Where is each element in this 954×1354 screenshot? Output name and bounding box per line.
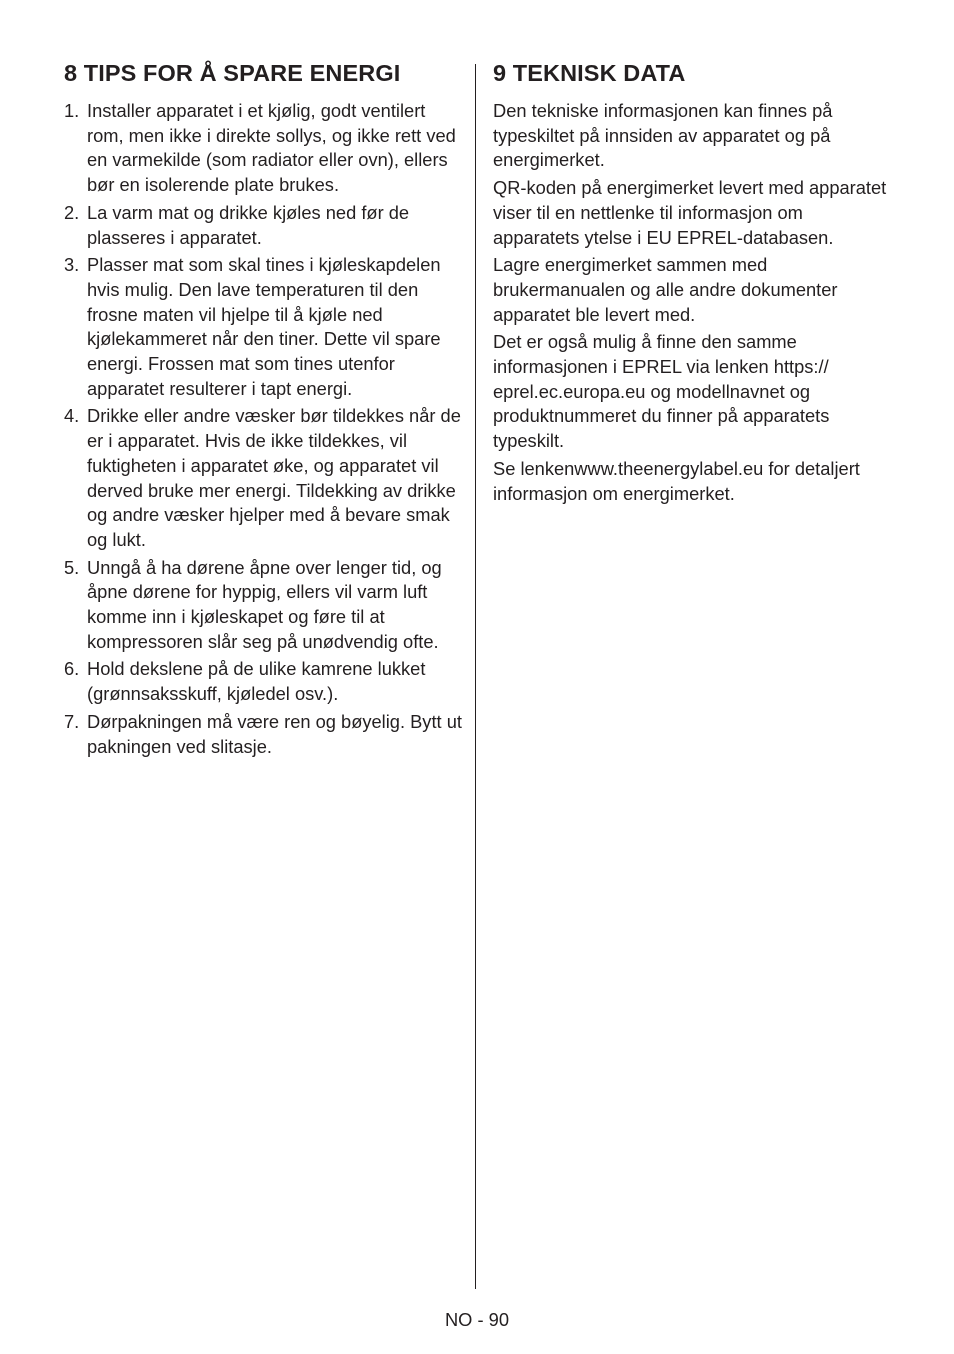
- section-8-column: [64, 58, 464, 762]
- section-8-heading: 8 TIPS FOR Å SPARE ENERGI: [64, 60, 401, 86]
- column-divider: [475, 64, 476, 1289]
- list-item: [64, 404, 464, 552]
- section-9-column: [493, 58, 893, 509]
- list-item-text: La varm mat og drikke kjøles ned før de plasseres i apparatet.: [87, 201, 410, 248]
- list-item-text: Dørpakningen må være ren og bøyelig. Bytt ut pakningen ved slitasje.: [87, 710, 462, 757]
- list-item-number: 3.: [64, 254, 80, 276]
- paragraph: Det er også mulig å finne den samme informasjonen i EPREL via lenken https:// eprel.ec.europa.eu og modellnavnet og produktnummeret du finner på apparatets typeskilt.: [493, 331, 830, 452]
- paragraph: Lagre energimerket sammen med brukermanualen og alle andre dokumenter apparatet ble levert med.: [493, 254, 838, 325]
- list-item: [64, 657, 464, 706]
- list-item-text: Installer apparatet i et kjølig, godt ventilert rom, men ikke i direkte sollys, og ikke rett ved en varmekilde (som radiator eller ovn), ellers bør en isolerende plate brukes.: [87, 100, 456, 196]
- list-item-number: 6.: [64, 658, 80, 680]
- section-9-heading: 9 TEKNISK DATA: [493, 60, 686, 86]
- list-item: [64, 253, 464, 401]
- list-item-number: 1.: [64, 100, 80, 121]
- list-item-number: 5.: [64, 556, 80, 578]
- list-item: [64, 710, 464, 759]
- paragraph: Den tekniske informasjonen kan finnes på typeskiltet på innsiden av apparatet og på energimerket.: [493, 100, 833, 171]
- list-item-text: Drikke eller andre væsker bør tildekkes når de er i apparatet. Hvis de ikke tildekkes, vil fuktigheten i apparatet øke, og apparatet vil derved bruke mer energi. Tildekking av drikke og andre væsker hjelper med å bevare smak og lukt.: [87, 405, 461, 550]
- list-item-text: Plasser mat som skal tines i kjøleskapdelen hvis mulig. Den lave temperaturen til den frosne maten vil hjelpe til å kjøle ned kjølekammeret når den tiner. Dette vil spare energi. Frossen mat som tines utenfor apparatet resulterer i tapt energi.: [87, 254, 441, 399]
- list-item-number: 2.: [64, 201, 80, 223]
- list-item-number: 4.: [64, 405, 80, 427]
- list-item: [64, 201, 464, 250]
- list-item-text: Unngå å ha dørene åpne over lenger tid, og åpne dørene for hyppig, ellers vil varm luft komme inn i kjøleskapet og føre til at kompressoren slår seg på unødvendig ofte.: [87, 556, 442, 652]
- paragraph: Se lenkenwww.theenergylabel.eu for detaljert informasjon om energimerket.: [493, 457, 860, 504]
- list-item-text: Hold dekslene på de ulike kamrene lukket (grønnsaksskuff, kjøledel osv.).: [87, 658, 426, 705]
- list-item: [64, 556, 464, 655]
- energy-tips-list: [64, 99, 464, 759]
- list-item: [64, 99, 464, 198]
- paragraph: QR-koden på energimerket levert med apparatet viser til en nettlenke til informasjon om apparatets ytelse i EU EPREL-databasen.: [493, 177, 887, 248]
- list-item-number: 7.: [64, 710, 80, 732]
- page-number: NO - 90: [444, 1309, 509, 1330]
